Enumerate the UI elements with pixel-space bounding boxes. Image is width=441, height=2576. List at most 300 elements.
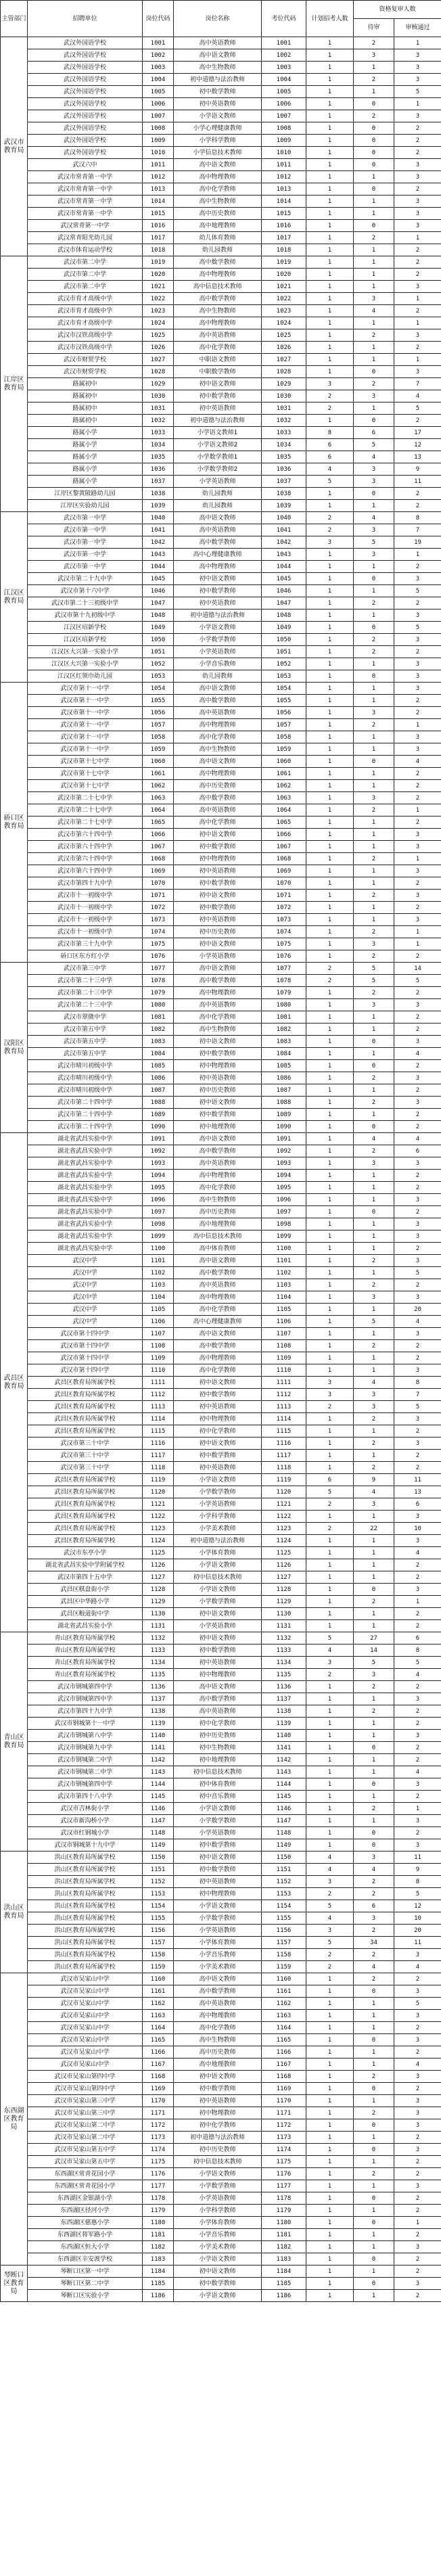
unit-cell: 武汉市第二十四中学 bbox=[28, 1097, 143, 1109]
table-row bbox=[1, 1827, 441, 1839]
passed-cell: 2 bbox=[394, 135, 441, 147]
post-name-cell: 小学科学教师 bbox=[174, 2205, 262, 2217]
pending-cell: 6 bbox=[354, 1900, 394, 1912]
pending-cell: 3 bbox=[354, 463, 394, 476]
pending-cell: 1 bbox=[354, 829, 394, 841]
plan-cell: 4 bbox=[306, 463, 354, 476]
post-name-cell: 高中化学教师 bbox=[174, 731, 262, 743]
pending-cell: 6 bbox=[354, 427, 394, 439]
plan-cell: 1 bbox=[306, 683, 354, 695]
post-code-cell: 1040 bbox=[143, 512, 174, 524]
pending-cell: 1 bbox=[354, 1109, 394, 1121]
pending-cell: 4 bbox=[354, 512, 394, 524]
post-name-cell: 高中语文教师 bbox=[174, 1328, 262, 1340]
unit-cell: 武汉外国语学校 bbox=[28, 110, 143, 122]
post-code-cell: 1162 bbox=[143, 1998, 174, 2010]
plan-cell: 1 bbox=[306, 2205, 354, 2217]
table-row bbox=[1, 938, 441, 950]
unit-cell: 武昌区教育局所属学校 bbox=[28, 1511, 143, 1523]
pending-cell: 0 bbox=[354, 2253, 394, 2266]
pending-cell: 1 bbox=[354, 1182, 394, 1194]
passed-cell: 3 bbox=[394, 281, 441, 293]
plan-cell: 1 bbox=[306, 1072, 354, 1084]
post-name-cell: 初中物理教师 bbox=[174, 1413, 262, 1425]
table-row bbox=[1, 1973, 441, 1985]
post-code-cell: 1153 bbox=[143, 1888, 174, 1900]
table-row bbox=[1, 476, 441, 488]
plan-cell: 1 bbox=[306, 707, 354, 719]
table-row bbox=[1, 841, 441, 853]
post-code-cell: 1054 bbox=[143, 683, 174, 695]
post-code-cell: 1032 bbox=[143, 415, 174, 427]
post-code-cell: 1061 bbox=[143, 768, 174, 780]
exam-code-cell: 1049 bbox=[262, 622, 306, 634]
post-code-cell: 1123 bbox=[143, 1523, 174, 1535]
passed-cell: 3 bbox=[394, 1036, 441, 1048]
passed-cell: 2 bbox=[394, 768, 441, 780]
passed-cell: 2 bbox=[394, 269, 441, 281]
unit-cell: 武汉市常青第一中学 bbox=[28, 183, 143, 196]
exam-code-cell: 1034 bbox=[262, 439, 306, 451]
post-code-cell: 1041 bbox=[143, 524, 174, 536]
passed-cell: 3 bbox=[394, 1693, 441, 1705]
post-code-cell: 1051 bbox=[143, 646, 174, 658]
post-code-cell: 1160 bbox=[143, 1973, 174, 1985]
passed-cell: 3 bbox=[394, 890, 441, 902]
unit-cell: 武昌区粮道街中学 bbox=[28, 1608, 143, 1620]
post-name-cell: 小学科学教师 bbox=[174, 1511, 262, 1523]
passed-cell: 3 bbox=[394, 1194, 441, 1206]
post-name-cell: 初中语文教师 bbox=[174, 1036, 262, 1048]
post-code-cell: 1075 bbox=[143, 938, 174, 950]
unit-cell: 路属初中 bbox=[28, 415, 143, 427]
unit-cell: 武汉市常青第一中学 bbox=[28, 171, 143, 183]
table-row bbox=[1, 1681, 441, 1693]
plan-cell: 1 bbox=[306, 1766, 354, 1778]
post-name-cell: 初中数学教师 bbox=[174, 86, 262, 98]
pending-cell: 1 bbox=[354, 62, 394, 74]
post-name-cell: 高中化学教师 bbox=[174, 1304, 262, 1316]
table-row bbox=[1, 549, 441, 561]
exam-code-cell: 1043 bbox=[262, 549, 306, 561]
post-name-cell: 初中语文教师 bbox=[174, 1632, 262, 1644]
table-row bbox=[1, 707, 441, 719]
unit-cell: 武汉市第四十九中学 bbox=[28, 1705, 143, 1718]
passed-cell: 2 bbox=[394, 816, 441, 829]
pending-cell: 1 bbox=[354, 1048, 394, 1060]
pending-cell: 2 bbox=[354, 987, 394, 999]
pending-cell: 2 bbox=[354, 1340, 394, 1352]
exam-code-cell: 1130 bbox=[262, 1608, 306, 1620]
plan-cell: 1 bbox=[306, 2217, 354, 2229]
table-row bbox=[1, 963, 441, 975]
post-name-cell: 初中英语教师 bbox=[174, 914, 262, 926]
post-name-cell: 高中心理健康教师 bbox=[174, 549, 262, 561]
post-code-cell: 1104 bbox=[143, 1291, 174, 1304]
table-row bbox=[1, 1328, 441, 1340]
plan-cell: 3 bbox=[306, 1925, 354, 1937]
passed-cell: 2 bbox=[394, 1620, 441, 1632]
table-row bbox=[1, 366, 441, 378]
plan-cell: 1 bbox=[306, 926, 354, 938]
table-row bbox=[1, 1961, 441, 1973]
post-code-cell: 1141 bbox=[143, 1742, 174, 1754]
post-name-cell: 高中英语教师 bbox=[174, 1279, 262, 1291]
post-name-cell: 初中语文教师 bbox=[174, 1608, 262, 1620]
post-name-cell: 小学语文教师 bbox=[174, 1803, 262, 1815]
unit-cell: 东西湖区径河小学 bbox=[28, 2205, 143, 2217]
passed-cell: 2 bbox=[394, 1571, 441, 1584]
post-name-cell: 初中数学教师 bbox=[174, 390, 262, 402]
unit-cell: 武汉市第三中学 bbox=[28, 963, 143, 975]
post-code-cell: 1170 bbox=[143, 2095, 174, 2107]
exam-code-cell: 1039 bbox=[262, 500, 306, 512]
post-name-cell: 幼儿园教师 bbox=[174, 670, 262, 683]
unit-cell: 武汉市第四十九中学 bbox=[28, 877, 143, 890]
plan-cell: 1 bbox=[306, 159, 354, 171]
plan-cell: 1 bbox=[306, 1511, 354, 1523]
pending-cell: 1 bbox=[354, 402, 394, 415]
post-code-cell: 1137 bbox=[143, 1693, 174, 1705]
unit-cell: 路属小学 bbox=[28, 439, 143, 451]
post-code-cell: 1101 bbox=[143, 1255, 174, 1267]
table-row bbox=[1, 122, 441, 135]
exam-code-cell: 1171 bbox=[262, 2107, 306, 2119]
pending-cell: 0 bbox=[354, 573, 394, 585]
exam-code-cell: 1116 bbox=[262, 1438, 306, 1450]
unit-cell: 武汉中学 bbox=[28, 1255, 143, 1267]
exam-code-cell: 1022 bbox=[262, 293, 306, 305]
post-code-cell: 1126 bbox=[143, 1559, 174, 1571]
pending-cell: 1 bbox=[354, 500, 394, 512]
post-code-cell: 1100 bbox=[143, 1243, 174, 1255]
post-name-cell: 高中物理教师 bbox=[174, 768, 262, 780]
unit-cell: 武汉市晴川初级中学 bbox=[28, 1060, 143, 1072]
plan-cell: 1 bbox=[306, 135, 354, 147]
pending-cell: 2 bbox=[354, 719, 394, 731]
plan-cell: 1 bbox=[306, 1718, 354, 1730]
passed-cell: 2 bbox=[394, 488, 441, 500]
unit-cell: 江汉区培新学校 bbox=[28, 634, 143, 646]
passed-cell: 2 bbox=[394, 1352, 441, 1364]
post-code-cell: 1058 bbox=[143, 731, 174, 743]
unit-cell: 东西湖区恒大小学 bbox=[28, 2241, 143, 2253]
unit-cell: 洪山区教育局所属学校 bbox=[28, 1937, 143, 1949]
table-row bbox=[1, 610, 441, 622]
post-code-cell: 1164 bbox=[143, 2022, 174, 2034]
pending-cell: 1 bbox=[354, 2266, 394, 2278]
post-code-cell: 1184 bbox=[143, 2266, 174, 2278]
passed-cell: 2 bbox=[394, 2229, 441, 2241]
post-name-cell: 初中英语教师 bbox=[174, 402, 262, 415]
table-row bbox=[1, 1839, 441, 1852]
pending-cell: 3 bbox=[354, 1912, 394, 1925]
plan-cell: 1 bbox=[306, 853, 354, 865]
plan-cell: 1 bbox=[306, 1559, 354, 1571]
exam-code-cell: 1176 bbox=[262, 2168, 306, 2180]
pending-cell: 3 bbox=[354, 390, 394, 402]
passed-cell: 19 bbox=[394, 536, 441, 549]
post-code-cell: 1180 bbox=[143, 2217, 174, 2229]
plan-cell: 1 bbox=[306, 1693, 354, 1705]
unit-cell: 湖北省武昌实验小学 bbox=[28, 1620, 143, 1632]
unit-cell: 武汉外国语学校 bbox=[28, 62, 143, 74]
post-name-cell: 高中历史教师 bbox=[174, 2046, 262, 2058]
passed-cell: 1 bbox=[394, 317, 441, 329]
post-code-cell: 1117 bbox=[143, 1450, 174, 1462]
table-row bbox=[1, 1657, 441, 1669]
pending-cell: 1 bbox=[354, 1815, 394, 1827]
table-row bbox=[1, 950, 441, 963]
post-code-cell: 1178 bbox=[143, 2192, 174, 2205]
passed-cell: 2 bbox=[394, 1681, 441, 1693]
passed-cell: 3 bbox=[394, 683, 441, 695]
post-code-cell: 1007 bbox=[143, 110, 174, 122]
plan-cell: 1 bbox=[306, 646, 354, 658]
plan-cell: 1 bbox=[306, 2107, 354, 2119]
post-code-cell: 1012 bbox=[143, 171, 174, 183]
post-code-cell: 1149 bbox=[143, 1839, 174, 1852]
plan-cell: 1 bbox=[306, 1352, 354, 1364]
post-name-cell: 初中语文教师 bbox=[174, 1852, 262, 1864]
pending-cell: 3 bbox=[354, 293, 394, 305]
post-code-cell: 1077 bbox=[143, 963, 174, 975]
unit-cell: 武汉市第十一中学 bbox=[28, 683, 143, 695]
pending-cell: 2 bbox=[354, 1097, 394, 1109]
passed-cell: 1 bbox=[394, 804, 441, 816]
table-row bbox=[1, 1097, 441, 1109]
passed-cell: 3 bbox=[394, 1815, 441, 1827]
exam-code-cell: 1111 bbox=[262, 1377, 306, 1389]
table-row bbox=[1, 1425, 441, 1438]
pending-cell: 4 bbox=[354, 1961, 394, 1973]
table-row bbox=[1, 853, 441, 865]
table-row bbox=[1, 390, 441, 402]
header-post-code: 岗位代码 bbox=[143, 1, 174, 37]
exam-code-cell: 1144 bbox=[262, 1778, 306, 1791]
pending-cell: 2 bbox=[354, 1279, 394, 1291]
plan-cell: 1 bbox=[306, 610, 354, 622]
unit-cell: 湖北省武昌实验中学 bbox=[28, 1145, 143, 1157]
exam-code-cell: 1044 bbox=[262, 561, 306, 573]
post-code-cell: 1113 bbox=[143, 1401, 174, 1413]
plan-cell: 1 bbox=[306, 2083, 354, 2095]
unit-cell: 武汉市吴家山中学 bbox=[28, 1985, 143, 1998]
exam-code-cell: 1100 bbox=[262, 1243, 306, 1255]
exam-code-cell: 1027 bbox=[262, 354, 306, 366]
pending-cell: 2 bbox=[354, 1462, 394, 1474]
unit-cell: 武汉市第五中学 bbox=[28, 1024, 143, 1036]
unit-cell: 武汉市钢城第九中学 bbox=[28, 1742, 143, 1754]
post-name-cell: 高中化学教师 bbox=[174, 342, 262, 354]
unit-cell: 武汉市吉林街小学 bbox=[28, 1803, 143, 1815]
unit-cell: 路属初中 bbox=[28, 390, 143, 402]
post-code-cell: 1120 bbox=[143, 1486, 174, 1498]
post-code-cell: 1179 bbox=[143, 2205, 174, 2217]
passed-cell: 3 bbox=[394, 829, 441, 841]
post-name-cell: 高中语文教师 bbox=[174, 756, 262, 768]
unit-cell: 武汉市第十四中学 bbox=[28, 1352, 143, 1364]
pending-cell: 1 bbox=[354, 2241, 394, 2253]
plan-cell: 1 bbox=[306, 1839, 354, 1852]
passed-cell: 1 bbox=[394, 293, 441, 305]
plan-cell: 2 bbox=[306, 1888, 354, 1900]
passed-cell: 3 bbox=[394, 1413, 441, 1425]
passed-cell: 4 bbox=[394, 1961, 441, 1973]
pending-cell: 1 bbox=[354, 244, 394, 256]
exam-code-cell: 1028 bbox=[262, 366, 306, 378]
plan-cell: 1 bbox=[306, 756, 354, 768]
post-code-cell: 1023 bbox=[143, 305, 174, 317]
passed-cell: 2 bbox=[394, 122, 441, 135]
plan-cell: 1 bbox=[306, 1109, 354, 1121]
header-post-name: 岗位名称 bbox=[174, 1, 262, 37]
pending-cell: 3 bbox=[354, 1852, 394, 1864]
passed-cell: 3 bbox=[394, 1438, 441, 1450]
plan-cell: 1 bbox=[306, 549, 354, 561]
exam-code-cell: 1051 bbox=[262, 646, 306, 658]
post-code-cell: 1118 bbox=[143, 1462, 174, 1474]
post-name-cell: 初中数学教师 bbox=[174, 1839, 262, 1852]
post-code-cell: 1114 bbox=[143, 1413, 174, 1425]
passed-cell: 4 bbox=[394, 1766, 441, 1778]
post-name-cell: 高中英语教师 bbox=[174, 1157, 262, 1170]
exam-code-cell: 1168 bbox=[262, 2071, 306, 2083]
plan-cell: 2 bbox=[306, 1949, 354, 1961]
post-name-cell: 初中信息技术教师 bbox=[174, 2156, 262, 2168]
table-row bbox=[1, 658, 441, 670]
exam-code-cell: 1002 bbox=[262, 49, 306, 62]
exam-code-cell: 1114 bbox=[262, 1413, 306, 1425]
pending-cell: 2 bbox=[354, 74, 394, 86]
post-code-cell: 1091 bbox=[143, 1133, 174, 1145]
unit-cell: 武汉市第十一中学 bbox=[28, 743, 143, 756]
unit-cell: 洪山区教育局所属学校 bbox=[28, 1912, 143, 1925]
table-row bbox=[1, 585, 441, 597]
post-code-cell: 1014 bbox=[143, 196, 174, 208]
post-code-cell: 1024 bbox=[143, 317, 174, 329]
passed-cell: 11 bbox=[394, 1937, 441, 1949]
header-row-1 bbox=[1, 1, 441, 19]
table-row bbox=[1, 2058, 441, 2071]
post-name-cell: 初中语文教师 bbox=[174, 2071, 262, 2083]
post-name-cell: 初中语文教师 bbox=[174, 378, 262, 390]
pending-cell: 1 bbox=[354, 86, 394, 98]
post-code-cell: 1152 bbox=[143, 1876, 174, 1888]
table-row bbox=[1, 1864, 441, 1876]
pending-cell: 3 bbox=[354, 524, 394, 536]
exam-code-cell: 1070 bbox=[262, 877, 306, 890]
unit-cell: 武汉中学 bbox=[28, 1291, 143, 1304]
unit-cell: 东西湖区辛安渡学校 bbox=[28, 2253, 143, 2266]
pending-cell: 4 bbox=[354, 1486, 394, 1498]
pending-cell: 1 bbox=[354, 1218, 394, 1230]
pending-cell: 2 bbox=[354, 950, 394, 963]
table-row bbox=[1, 2034, 441, 2046]
passed-cell: 11 bbox=[394, 1852, 441, 1864]
header-sub-pending: 待审 bbox=[354, 19, 394, 37]
exam-code-cell: 1072 bbox=[262, 902, 306, 914]
post-name-cell: 初中信息技术教师 bbox=[174, 1571, 262, 1584]
unit-cell: 武汉市十一初级中学 bbox=[28, 890, 143, 902]
post-name-cell: 小学语文教师 bbox=[174, 1584, 262, 1596]
exam-code-cell: 1057 bbox=[262, 719, 306, 731]
passed-cell: 14 bbox=[394, 963, 441, 975]
exam-code-cell: 1123 bbox=[262, 1523, 306, 1535]
table-row bbox=[1, 1218, 441, 1230]
plan-cell: 1 bbox=[306, 1218, 354, 1230]
post-code-cell: 1107 bbox=[143, 1328, 174, 1340]
plan-cell: 1 bbox=[306, 2144, 354, 2156]
post-name-cell: 初中信息技术教师 bbox=[174, 1766, 262, 1778]
passed-cell: 2 bbox=[394, 561, 441, 573]
exam-code-cell: 1165 bbox=[262, 2034, 306, 2046]
post-code-cell: 1158 bbox=[143, 1949, 174, 1961]
passed-cell: 7 bbox=[394, 1389, 441, 1401]
post-name-cell: 初中数学教师 bbox=[174, 1450, 262, 1462]
exam-code-cell: 1084 bbox=[262, 1048, 306, 1060]
table-row bbox=[1, 1693, 441, 1705]
post-name-cell: 小学语文教师2 bbox=[174, 439, 262, 451]
plan-cell: 1 bbox=[306, 670, 354, 683]
post-code-cell: 1155 bbox=[143, 1912, 174, 1925]
table-row bbox=[1, 415, 441, 427]
table-row bbox=[1, 1937, 441, 1949]
post-name-cell: 小学英语教师 bbox=[174, 476, 262, 488]
table-row bbox=[1, 1730, 441, 1742]
pending-cell: 1 bbox=[354, 1766, 394, 1778]
exam-code-cell: 1186 bbox=[262, 2290, 306, 2302]
post-name-cell: 高中历史教师 bbox=[174, 1206, 262, 1218]
post-name-cell: 小学美术教师 bbox=[174, 2241, 262, 2253]
plan-cell: 1 bbox=[306, 2046, 354, 2058]
table-row bbox=[1, 1352, 441, 1364]
unit-cell: 洪山区教育局所属学校 bbox=[28, 1900, 143, 1912]
pending-cell: 0 bbox=[354, 366, 394, 378]
pending-cell: 1 bbox=[354, 1364, 394, 1377]
pending-cell: 1 bbox=[354, 1194, 394, 1206]
unit-cell: 武汉市第十七中学 bbox=[28, 780, 143, 792]
exam-code-cell: 1053 bbox=[262, 670, 306, 683]
plan-cell: 1 bbox=[306, 2119, 354, 2132]
passed-cell: 3 bbox=[394, 2119, 441, 2132]
post-code-cell: 1173 bbox=[143, 2132, 174, 2144]
pending-cell: 1 bbox=[354, 731, 394, 743]
table-row bbox=[1, 1438, 441, 1450]
post-code-cell: 1006 bbox=[143, 98, 174, 110]
post-code-cell: 1028 bbox=[143, 366, 174, 378]
post-code-cell: 1116 bbox=[143, 1438, 174, 1450]
passed-cell: 3 bbox=[394, 1328, 441, 1340]
unit-cell: 武汉市第三十中学 bbox=[28, 1438, 143, 1450]
pending-cell: 2 bbox=[354, 2107, 394, 2119]
post-name-cell: 小学数学教师2 bbox=[174, 463, 262, 476]
post-code-cell: 1156 bbox=[143, 1925, 174, 1937]
exam-code-cell: 1010 bbox=[262, 147, 306, 159]
exam-code-cell: 1024 bbox=[262, 317, 306, 329]
pending-cell: 0 bbox=[354, 1742, 394, 1754]
post-name-cell: 高中生物教师 bbox=[174, 196, 262, 208]
unit-cell: 湖北省武昌实验中学 bbox=[28, 1206, 143, 1218]
passed-cell: 2 bbox=[394, 902, 441, 914]
plan-cell: 1 bbox=[306, 1815, 354, 1827]
passed-cell: 2 bbox=[394, 1340, 441, 1352]
post-code-cell: 1082 bbox=[143, 1024, 174, 1036]
unit-cell: 洪山区教育局所属学校 bbox=[28, 1864, 143, 1876]
passed-cell: 1 bbox=[394, 1803, 441, 1815]
post-code-cell: 1045 bbox=[143, 573, 174, 585]
unit-cell: 武汉中学 bbox=[28, 1304, 143, 1316]
